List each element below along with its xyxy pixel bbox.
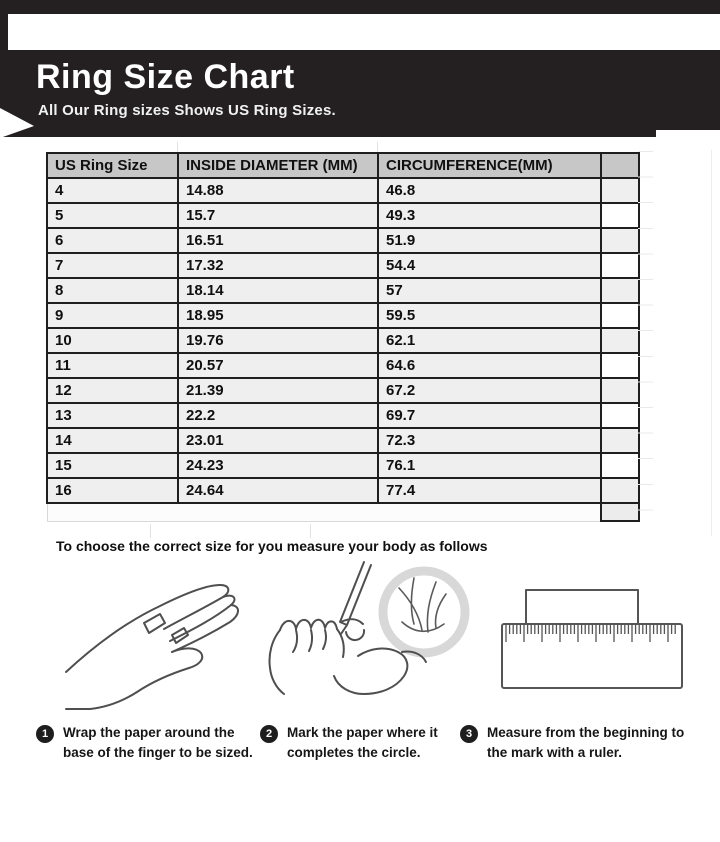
table-cell: 11 <box>47 353 178 378</box>
table-cell: 69.7 <box>378 403 601 428</box>
step-1 <box>36 723 258 764</box>
table-cell: 16.51 <box>178 228 378 253</box>
empty-stub-cell <box>601 353 639 378</box>
table-row <box>47 303 639 328</box>
footer-stub-cell <box>601 503 639 521</box>
measure-instruction-heading: To choose the correct size for you measure your body as follows <box>56 538 488 554</box>
table-cell: 14 <box>47 428 178 453</box>
table-row <box>47 328 639 353</box>
table-cell: 62.1 <box>378 328 601 353</box>
table-row <box>47 428 639 453</box>
step-3 <box>460 723 704 764</box>
step-1-number-badge: 1 <box>36 725 54 743</box>
step-2-number-badge: 2 <box>260 725 278 743</box>
table-cell: 8 <box>47 278 178 303</box>
hand-marking-pen-icon <box>262 560 484 720</box>
table-cell: 51.9 <box>378 228 601 253</box>
table-row <box>47 228 639 253</box>
table-cell: 77.4 <box>378 478 601 503</box>
table-cell: 6 <box>47 228 178 253</box>
table-cell: 59.5 <box>378 303 601 328</box>
empty-stub-cell <box>601 428 639 453</box>
gridline-stub <box>177 142 178 152</box>
empty-stub-cell <box>601 378 639 403</box>
hand-with-paper-strip-icon <box>60 568 265 720</box>
table-cell: 12 <box>47 378 178 403</box>
table-cell: 24.64 <box>178 478 378 503</box>
column-header: CIRCUMFERENCE(MM) <box>378 153 601 178</box>
top-left-black-stub <box>0 0 8 52</box>
banner-corner-notch <box>656 130 720 137</box>
step-2 <box>260 723 460 764</box>
table-cell: 76.1 <box>378 453 601 478</box>
table-cell: 67.2 <box>378 378 601 403</box>
empty-stub-cell <box>601 278 639 303</box>
empty-stub-cell <box>601 328 639 353</box>
empty-stub-header-cell <box>601 153 639 178</box>
table-cell: 46.8 <box>378 178 601 203</box>
table-cell: 5 <box>47 203 178 228</box>
empty-stub-cell <box>601 178 639 203</box>
table-cell: 20.57 <box>178 353 378 378</box>
title-banner <box>0 50 720 137</box>
step-1-text: Wrap the paper around the base of the finger to be sized. <box>63 725 253 761</box>
table-cell: 18.14 <box>178 278 378 303</box>
empty-stub-cell <box>601 478 639 503</box>
table-row <box>47 453 639 478</box>
table-header-row <box>47 153 639 178</box>
table-row <box>47 378 639 403</box>
top-black-bar <box>0 0 720 14</box>
table-cell: 19.76 <box>178 328 378 353</box>
empty-stub-cell <box>601 453 639 478</box>
table-footer-row <box>47 503 639 521</box>
gridline-stub <box>310 524 311 538</box>
column-header: US Ring Size <box>47 153 178 178</box>
table-row <box>47 478 639 503</box>
table-cell: 17.32 <box>178 253 378 278</box>
footer-cell <box>47 503 601 521</box>
empty-stub-cell <box>601 403 639 428</box>
table-cell: 16 <box>47 478 178 503</box>
table-cell: 22.2 <box>178 403 378 428</box>
table-cell: 14.88 <box>178 178 378 203</box>
table-cell: 10 <box>47 328 178 353</box>
table-cell: 9 <box>47 303 178 328</box>
table-cell: 57 <box>378 278 601 303</box>
gridline-stub <box>150 524 151 538</box>
gridline-stub <box>377 142 378 152</box>
table-cell: 13 <box>47 403 178 428</box>
table-row <box>47 253 639 278</box>
page-subtitle: All Our Ring sizes Shows US Ring Sizes. <box>38 102 336 119</box>
step-3-text: Measure from the beginning to the mark with a ruler. <box>487 725 685 761</box>
magnifier-ring <box>383 571 465 653</box>
size-table-container <box>46 152 640 522</box>
gridline-artifact-vertical <box>711 150 712 536</box>
table-cell: 72.3 <box>378 428 601 453</box>
page-title: Ring Size Chart <box>36 58 295 96</box>
empty-stub-cell <box>601 253 639 278</box>
table-row <box>47 353 639 378</box>
table-row <box>47 178 639 203</box>
table-cell: 15 <box>47 453 178 478</box>
banner-torn-edge <box>0 108 34 138</box>
table-cell: 21.39 <box>178 378 378 403</box>
table-row <box>47 278 639 303</box>
table-cell: 24.23 <box>178 453 378 478</box>
table-cell: 23.01 <box>178 428 378 453</box>
size-table <box>46 152 640 522</box>
step-2-text: Mark the paper where it completes the circle. <box>287 725 438 761</box>
table-body <box>47 178 639 521</box>
table-cell: 64.6 <box>378 353 601 378</box>
steps-row <box>0 723 720 783</box>
table-cell: 18.95 <box>178 303 378 328</box>
empty-stub-cell <box>601 203 639 228</box>
table-row <box>47 403 639 428</box>
table-cell: 54.4 <box>378 253 601 278</box>
empty-stub-cell <box>601 303 639 328</box>
table-cell: 15.7 <box>178 203 378 228</box>
table-cell: 4 <box>47 178 178 203</box>
column-header: INSIDE DIAMETER (MM) <box>178 153 378 178</box>
table-row <box>47 203 639 228</box>
table-cell: 49.3 <box>378 203 601 228</box>
step-3-number-badge: 3 <box>460 725 478 743</box>
table-cell: 7 <box>47 253 178 278</box>
empty-stub-cell <box>601 228 639 253</box>
ruler-icon <box>498 582 690 694</box>
gridline-artifacts-right <box>638 151 653 535</box>
